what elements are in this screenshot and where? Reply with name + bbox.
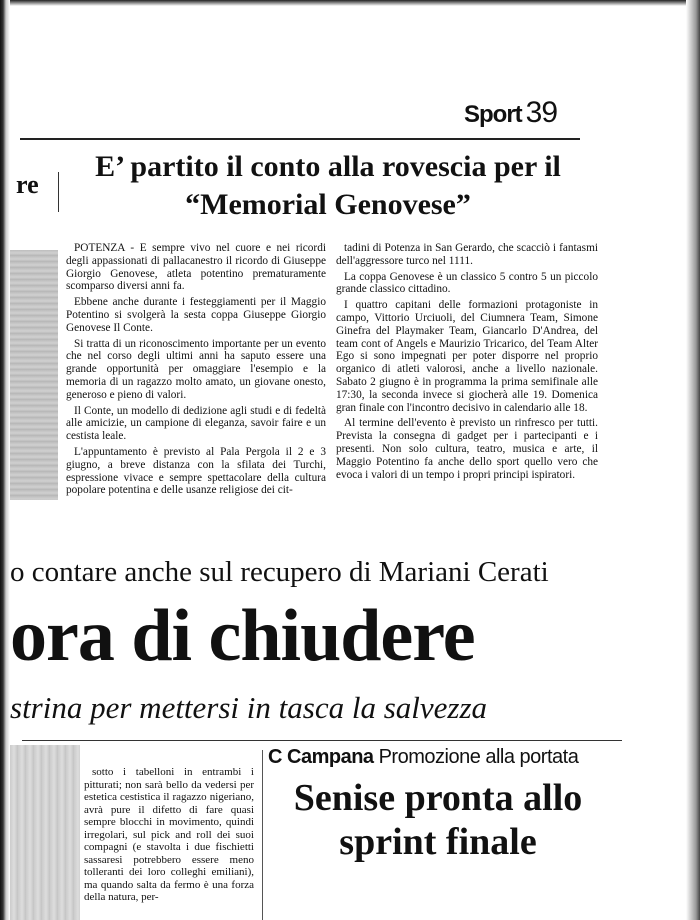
article-column-3 [84,766,254,907]
scan-edge-right [686,0,700,920]
story-kicker [268,746,578,769]
kicker-text: Promozione alla portata [378,746,579,768]
column-divider [58,172,59,212]
paragraph: sotto i tabelloni in entrambi i pitturati; non sarà bello da vedersi per estetica cestistica il ragazzo nigeriano, avrà pure il difetto di fare quasi sempre blocchi in movimento, quindi irregolari, sul pick and roll dei suoi compagni (e stavolta i due fischietti sassaresi potrebbero essere meno tolleranti dei loro colleghi emiliani), ma quando salta da fermo è una forza della natura, per- [84,766,254,903]
paragraph: I quattro capitani delle formazioni protagoniste in campo, Vittorio Urciuoli, del Ciumnera Team, Simone Ginefra del Playmaker Team, Giancarlo D'Andrea, del team cont of Angels e Maurizio Tricarico, del Team Alter Ego si sono impegnati per poter disporre nel proprio organico di atleti valorosi, anche a livello nazionale. Sabato 2 giugno è in programma la prima semifinale alle 17:30, la seconda invece si giocherà alle 19. Domenica gran finale con l'incontro decisivo in calendario alle 18. [336,299,598,414]
header-rule [20,138,580,140]
paragraph: tadini di Potenza in San Gerardo, che scacciò i fantasmi dell'aggressore turco nel 1111. [336,242,598,267]
main-headline: ora di chiudere [10,595,475,677]
paragraph: Al termine dell'evento è previsto un rinfresco per tutti. Prevista la consegna di gadget per i partecipanti e i presenti. Non solo cultura, teatro, musica e arte, il Maggio Potentino fa anche dello sport quello vero che evoca i valori di un tempo i propri principi ispiratori. [336,417,598,481]
page-number: 39 [525,96,558,129]
kicker-label: C Campana [268,746,374,768]
paragraph: POTENZA - E sempre vivo nel cuore e nei ricordi degli appassionati di pallacanestro il ricordo di Giuseppe Giorgio Genovese, atleta potentino prematuramente scomparso diversi anni fa. [66,242,326,293]
story-headline: Senise pronta allo sprint finale [293,777,583,863]
article-headline: E’ partito il conto alla rovescia per il “Memorial Genovese” [95,150,561,221]
previous-article-fragment: re [16,170,39,199]
article-subheadline: o contare anche sul recupero di Mariani Cerati [10,556,549,588]
paragraph: La coppa Genovese è un classico 5 contro 5 un piccolo grande classico cittadino. [336,270,598,296]
paragraph: Ebbene anche durante i festeggiamenti per il Maggio Potentino si svolgerà la sesta coppa Giuseppe Giorgio Genovese Il Conte. [66,296,326,334]
paragraph: Si tratta di un riconoscimento importante per un evento che nel corso degli ultimi anni ha saputo essere una grande opportunità per omaggiare l'esempio e la memoria di un ragazzo molto amato, un giovane onesto, generoso e pieno di valori. [66,337,326,401]
photo-fragment [10,250,58,500]
scan-edge-left [0,0,10,920]
article-column-2 [336,242,598,484]
bottom-rule [22,740,622,741]
section-header [464,96,557,130]
photo-fragment-bottom [10,745,80,920]
paragraph: L'appuntamento è previsto al Pala Pergola il 2 e 3 giugno, a breve distanza con la sfilata dei Turchi, espressione vivace e sempre spettacolare della cultura popolare potentina e delle usanze religiose dei cit- [66,445,326,497]
article-deck: strina per mettersi in tasca la salvezza [10,690,488,725]
paragraph: Il Conte, un modello di dedizione agli studi e di fedeltà alle amicizie, un campione di eleganza, savoir faire e un cestista leale. [66,404,326,443]
column-divider [262,750,263,920]
scan-edge-top [0,0,700,6]
article-column-1 [66,242,326,500]
section-name: Sport [464,101,522,128]
